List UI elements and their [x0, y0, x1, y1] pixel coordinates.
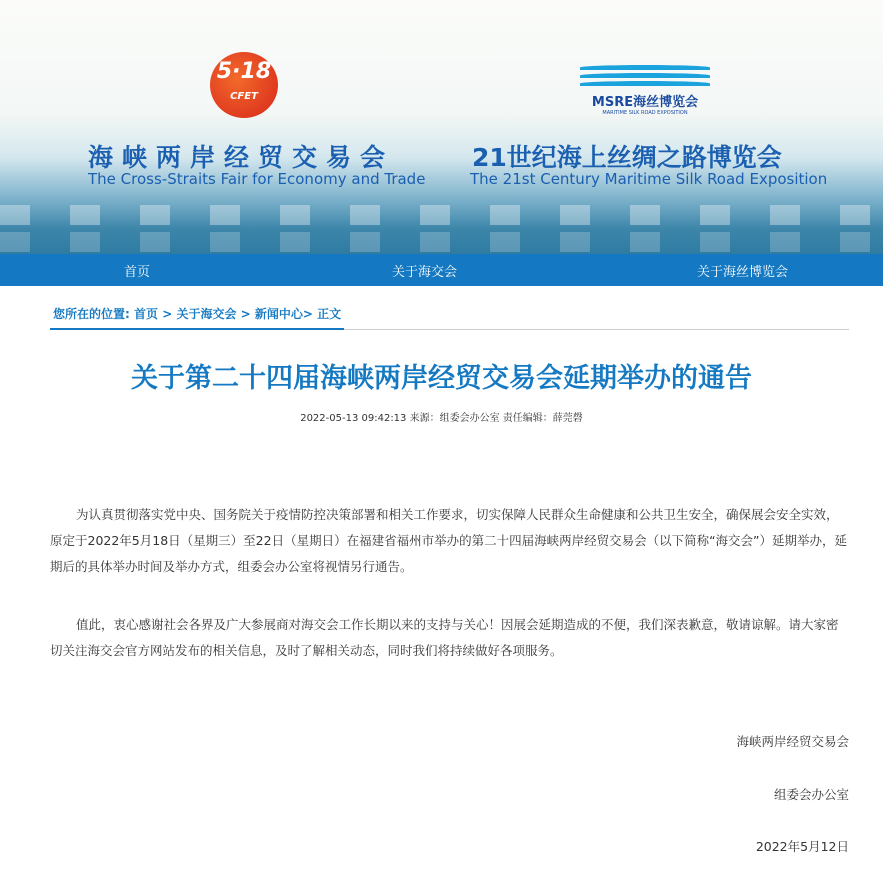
msre-logo-sub: MARITIME SILK ROAD EXPOSITION [602, 110, 688, 116]
breadcrumb-current: 正文 [317, 307, 342, 321]
breadcrumb-label: 您所在的位置: [53, 307, 130, 321]
wave-decoration [0, 205, 883, 225]
main-nav [0, 254, 883, 286]
breadcrumb: 您所在的位置: 首页 > 关于海交会 > 新闻中心> 正文 [50, 306, 849, 330]
msre-logo [570, 55, 720, 116]
nav-about-msre[interactable]: 关于海丝博览会 [697, 264, 789, 280]
breadcrumb-news[interactable]: 新闻中心 [254, 307, 303, 321]
paragraph: 为认真贯彻落实党中央、国务院关于疫情防控决策部署和相关工作要求，切实保障人民群众生命健康和公共卫生安全，确保展会安全实效，原定于2022年5月18日（星期三）至22日（星期日）在福建省福州市举办的第二十四届海峡两岸经贸交易会（以下简称“海交会”）延期举办，延期后的具体举办时间及举办方式，组委会办公室将视情另行通告。 [50, 507, 848, 574]
signature-date: 2022年5月12日 [755, 839, 849, 854]
header-banner [0, 0, 883, 254]
cfet-logo: 5·18 CFET [210, 52, 278, 118]
msre-logo-text: MSRE海丝博览会 [591, 95, 699, 110]
breadcrumb-home[interactable]: 首页 [134, 307, 159, 321]
breadcrumb-about[interactable]: 关于海交会 [176, 307, 237, 321]
article-meta: 2022-05-13 09:42:13 来源：组委会办公室 责任编辑：薛莞磬 [300, 413, 583, 424]
nav-home[interactable]: 首页 [124, 264, 151, 280]
msre-title-cn: 21世纪海上丝绸之路博览会 [472, 143, 782, 172]
article-body [50, 502, 849, 664]
nav-about-cfet[interactable]: 关于海交会 [392, 264, 458, 280]
cfet-title-en: The Cross-Straits Fair for Economy and Trade [88, 170, 426, 188]
wave-decoration [0, 232, 883, 252]
cfet-title-cn: 海峡两岸经贸交易会 [88, 143, 395, 172]
signature-org: 海峡两岸经贸交易会 [736, 734, 849, 749]
paragraph: 值此，衷心感谢社会各界及广大参展商对海交会工作长期以来的支持与关心！因展会延期造成的不便，我们深表歉意，敬请谅解。请大家密切关注海交会官方网站发布的相关信息，及时了解相关动态，同时我们将持续做好各项服务。 [50, 617, 839, 658]
signature-office: 组委会办公室 [773, 787, 849, 802]
article-title: 关于第二十四届海峡两岸经贸交易会延期举办的通告 [131, 363, 752, 394]
msre-title-en: The 21st Century Maritime Silk Road Exposition [470, 170, 828, 188]
signature [0, 732, 849, 855]
